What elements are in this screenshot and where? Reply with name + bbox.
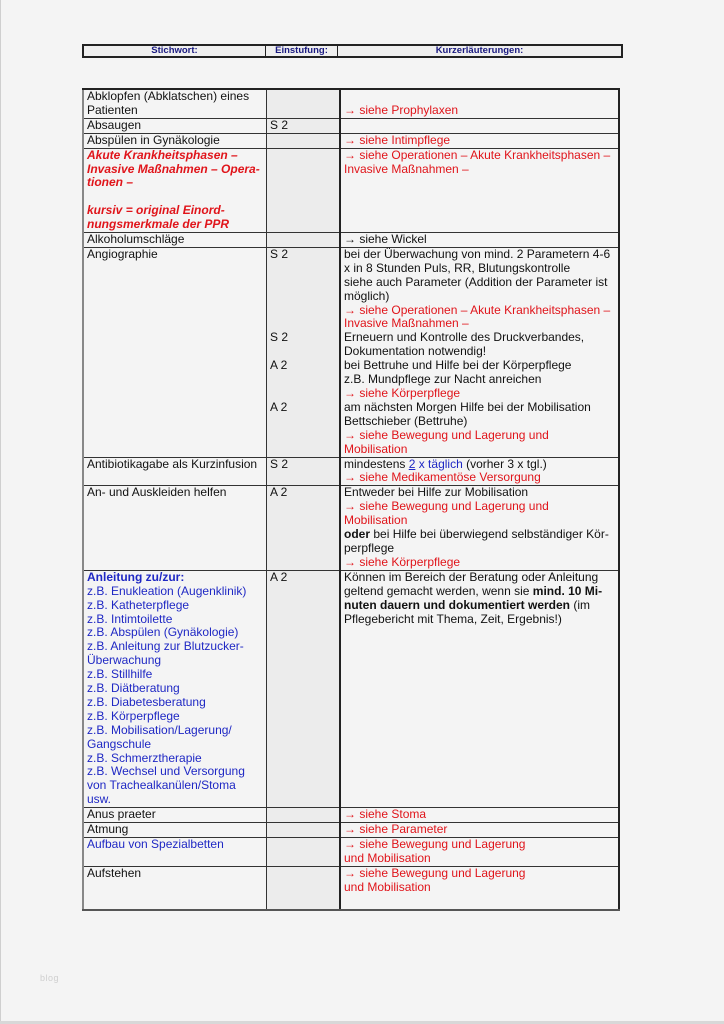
erlaeuterung-cell: → siehe Bewegung und Lagerung und Mobilisation xyxy=(340,866,619,909)
table-row xyxy=(83,838,619,867)
einstufung-cell: S 2 xyxy=(267,118,341,133)
table-row xyxy=(83,133,619,148)
reference-link[interactable]: → siehe Operationen – Akute Krankheitsphasen – xyxy=(344,147,611,162)
einstufung-cell xyxy=(267,89,341,118)
glossary-table xyxy=(82,88,620,911)
reference-link[interactable]: → siehe Parameter xyxy=(344,822,448,837)
erlaeuterung-cell: Können im Bereich der Beratung oder Anleitung geltend gemacht werden, wenn sie mind. 10 Mi- nuten dauern und dokumentiert werden (im Pflegebericht mit Thema, Zeit, Ergebnis!) xyxy=(340,570,619,807)
reference-link[interactable]: → siehe Medikamentöse Versorgung xyxy=(344,470,541,485)
stichwort-cell: Aufbau von Spezialbetten xyxy=(83,838,267,867)
stichwort-cell: Aufstehen xyxy=(83,866,267,909)
erlaeuterung-cell xyxy=(340,233,619,248)
reference-link[interactable]: → siehe Bewegung und Lagerung und xyxy=(344,427,549,442)
einstufung-cell: S 2 xyxy=(267,457,341,486)
table-row xyxy=(83,570,619,807)
table-row xyxy=(83,247,619,457)
stichwort-cell: An- und Auskleiden helfen xyxy=(83,486,267,570)
erlaeuterung-cell: mindestens 2 x täglich (vorher 3 x tgl.) → siehe Medikamentöse Versorgung xyxy=(340,457,619,486)
table-row xyxy=(83,148,619,232)
table-row xyxy=(83,118,619,133)
table-row xyxy=(83,233,619,248)
table-row xyxy=(83,457,619,486)
einstufung-cell xyxy=(267,133,341,148)
erlaeuterung-cell: → siehe Operationen – Akute Krankheitsphasen – Invasive Maßnahmen – xyxy=(340,148,619,232)
stichwort-cell: Abklopfen (Abklatschen) eines Patienten xyxy=(83,89,267,118)
stichwort-cell: Akute Krankheitsphasen – Invasive Maßnahmen – Opera- tionen – kursiv = original Einord- nungsmerkmale der PPR xyxy=(83,148,267,232)
reference-link[interactable]: → siehe Wickel xyxy=(344,232,427,247)
table-row xyxy=(83,808,619,823)
stichwort-cell: Abspülen in Gynäkologie xyxy=(83,133,267,148)
stichwort-cell: Antibiotikagabe als Kurzinfusion xyxy=(83,457,267,486)
stichwort-cell: Anleitung zu/zur: z.B. Enukleation (Augenklinik) z.B. Katheterpflege z.B. Intimtoilette z.B. Abspülen (Gynäkologie) z.B. Anleitung zur Blutzucker- Überwachung z.B. Stillhilfe z.B. Diätberatung z.B. Diabetesberatung z.B. Körperpflege z.B. Mobilisation/Lagerung/ Gangschule z.B. Schmerztherapie z.B. Wechsel und Versorgung von Trachealkanülen/Stoma usw. xyxy=(83,570,267,807)
stichwort-cell: Absaugen xyxy=(83,118,267,133)
einstufung-cell xyxy=(267,866,341,909)
erlaeuterung-cell xyxy=(340,89,619,118)
einstufung-cell xyxy=(267,838,341,867)
erlaeuterung-cell: → siehe Bewegung und Lagerung und Mobilisation xyxy=(340,838,619,867)
reference-link[interactable]: → siehe Bewegung und Lagerung xyxy=(344,837,526,852)
einstufung-cell xyxy=(267,823,341,838)
reference-link[interactable]: → siehe Körperpflege xyxy=(344,386,461,401)
erlaeuterung-cell xyxy=(340,823,619,838)
einstufung-cell: A 2 xyxy=(267,486,341,570)
stichwort-cell: Angiographie xyxy=(83,247,267,457)
header-kurzerlaeuterungen: Kurzerläuterungen: xyxy=(435,45,524,56)
erlaeuterung-cell: bei der Überwachung von mind. 2 Parametern 4-6 x in 8 Stunden Puls, RR, Blutungskontrolle siehe auch Parameter (Addition der Parameter ist möglich) → siehe Operationen – Akute Krankheitsphasen – Invasive Maßnahmen – Erneuern und Kontrolle des Druckverbandes, Dokumentation notwendig! bei Bettruhe und Hilfe bei der Körperpflege z.B. Mundpflege zur Nacht anreichen → siehe Körperpflege am nächsten Morgen Hilfe bei der Mobilisation Bettschieber (Bettruhe) → siehe Bewegung und Lagerung und Mobilisation xyxy=(340,247,619,457)
reference-link[interactable]: → siehe Körperpflege xyxy=(344,554,461,569)
reference-link[interactable]: → siehe Bewegung und Lagerung xyxy=(344,865,526,880)
erlaeuterung-cell xyxy=(340,118,619,133)
reference-link[interactable]: → siehe Stoma xyxy=(344,807,427,822)
column-header-bar xyxy=(82,44,623,58)
stichwort-cell: Alkoholumschläge xyxy=(83,233,267,248)
table-row xyxy=(83,823,619,838)
reference-link[interactable]: → siehe Prophylaxen xyxy=(344,102,459,117)
einstufung-cell xyxy=(267,148,341,232)
reference-link[interactable]: → siehe Intimpflege xyxy=(344,132,451,147)
page-edge xyxy=(0,0,1,1024)
einstufung-cell xyxy=(267,233,341,248)
einstufung-cell: S 2 S 2 A 2 A 2 xyxy=(267,247,341,457)
stichwort-cell: Anus praeter xyxy=(83,808,267,823)
header-stichwort: Stichwort: xyxy=(84,46,266,56)
reference-link[interactable]: → siehe Bewegung und Lagerung und xyxy=(344,499,549,514)
reference-link[interactable]: → siehe Operationen – Akute Krankheitsphasen – xyxy=(344,302,611,317)
header-einstufung: Einstufung: xyxy=(266,46,338,56)
table-row xyxy=(83,866,619,909)
einstufung-cell: A 2 xyxy=(267,570,341,807)
stichwort-cell: Atmung xyxy=(83,823,267,838)
table-row xyxy=(83,89,619,118)
erlaeuterung-cell xyxy=(340,808,619,823)
erlaeuterung-cell: Entweder bei Hilfe zur Mobilisation → siehe Bewegung und Lagerung und Mobilisation oder bei Hilfe bei überwiegend selbständiger Kör- perpflege → siehe Körperpflege xyxy=(340,486,619,570)
watermark: blog xyxy=(40,973,60,983)
einstufung-cell xyxy=(267,808,341,823)
erlaeuterung-cell xyxy=(340,133,619,148)
table-row xyxy=(83,486,619,570)
